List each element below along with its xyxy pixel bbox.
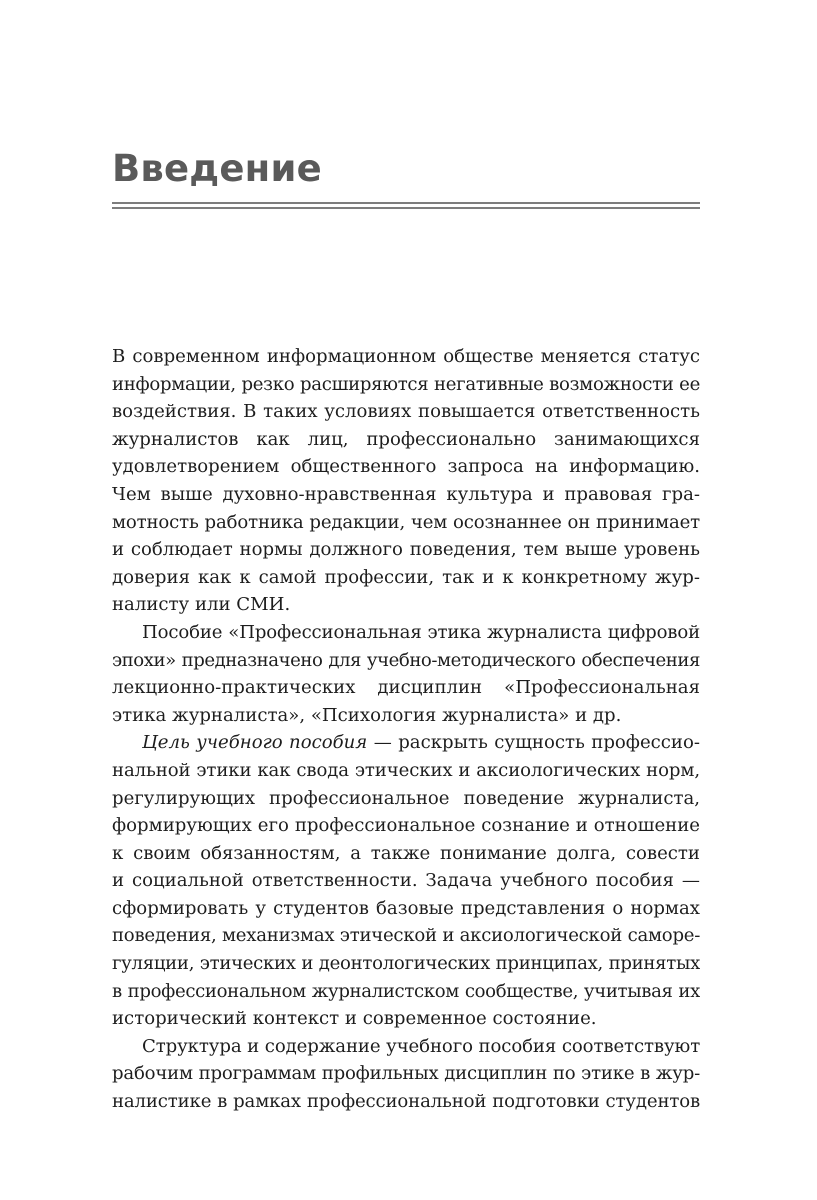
text-line: В современном информационном обществе меняется статус [112,346,700,367]
text-line: налистике в рамках профессиональной подготовки студентов [112,1091,700,1113]
text-line: рабочим программам профильных дисциплин по этике в жур- [112,1063,700,1085]
text-line: Чем выше духовно-нравственная культура и правовая гра- [112,483,700,505]
text-line: мотность работника редакции, чем осознаннее он принимает [112,511,700,533]
text-line: лекционно-практических дисциплин «Профессиональная [112,677,700,699]
text-line: регулирующих профессиональное поведение журналиста, [112,787,700,809]
text-line: к своим обязанностям, а также понимание долга, совести [112,842,700,864]
text-line: исторический контекст и современное состояние. [112,1008,597,1030]
text-line: информации, резко расширяются негативные возможности ее [112,373,700,395]
text-line: удовлетворением общественного запроса на информацию. [112,456,700,478]
paragraph-3 [112,729,700,1033]
chapter-title: Введение [112,147,322,190]
text-line: доверия как к самой профессии, так и к конкретному жур- [112,566,700,588]
text-line: формирующих его профессиональное сознание и отношение [112,815,700,837]
text-fragment: — раскрыть сущность профессио- [367,732,700,754]
text-line [112,729,700,757]
text-line: Структура и содержание учебного пособия соответствуют [142,1035,700,1057]
text-line: гуляции, этических и деонтологических принципах, принятых [112,953,700,975]
italic-lead: Цель учебного пособия [142,732,368,754]
title-rule-upper [112,202,700,204]
text-line: эпохи» предназначено для учебно-методического обеспечения [112,649,700,671]
text-line: сформировать у студентов базовые представления о нормах [112,897,700,919]
paragraph-1 [112,343,700,619]
text-line: Пособие «Профессиональная этика журналиста цифровой [142,621,700,643]
text-line: поведения, механизмах этической и аксиологической саморе- [112,925,700,947]
title-rule-lower [112,207,700,209]
text-line: и социальной ответственности. Задача учебного пособия — [112,870,700,892]
text-line: журналистов как лиц, профессионально занимающихся [112,428,700,450]
paragraph-4 [112,1033,700,1116]
text-line: и соблюдает нормы должного поведения, тем выше уровень [112,539,700,561]
text-line: нальной этики как свода этических и аксиологических норм, [112,759,700,781]
text-line: воздействия. В таких условиях повышается ответственность [112,401,700,423]
body-text [112,343,700,1116]
text-line: этика журналиста», «Психология журналиста» и др. [112,704,622,726]
paragraph-2 [112,619,700,729]
text-line: в профессиональном журналистском сообществе, учитывая их [112,980,700,1002]
text-line: налисту или СМИ. [112,594,291,616]
